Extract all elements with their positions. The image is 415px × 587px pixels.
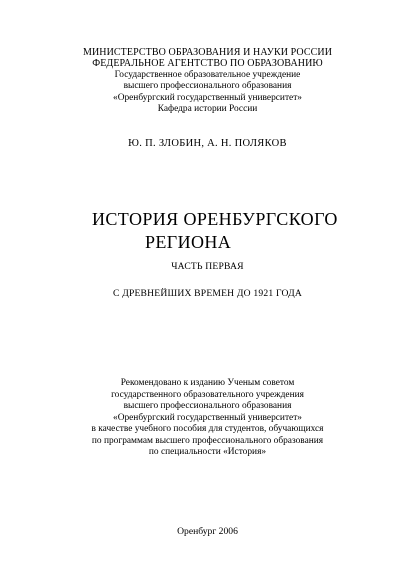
institution-header <box>0 47 415 115</box>
recommendation-line: высшего профессионального образования <box>123 401 292 411</box>
recommendation-line: Рекомендовано к изданию Ученым советом <box>120 378 295 388</box>
recommendation-line: государственного образовательного учреждения <box>111 389 304 400</box>
subtitle: С ДРЕВНЕЙШИХ ВРЕМЕН ДО 1921 ГОДА <box>113 288 302 299</box>
recommendation-line: в качестве учебного пособия для студентов, обучающихся <box>91 424 324 434</box>
education-level-line: высшего профессионального образования <box>123 81 292 92</box>
recommendation-block <box>0 378 415 459</box>
city-year: Оренбург 2006 <box>177 526 238 537</box>
institution-type-line: Государственное образовательное учреждение <box>114 69 301 80</box>
book-title <box>92 208 338 254</box>
authors: Ю. П. ЗЛОБИН, А. Н. ПОЛЯКОВ <box>128 138 287 149</box>
recommendation-line: по специальности «История» <box>148 447 267 457</box>
book-title-line-2: РЕГИОНА <box>145 232 232 252</box>
department-line: Кафедра истории России <box>157 104 258 115</box>
ministry-line: МИНИСТЕРСТВО ОБРАЗОВАНИЯ И НАУКИ РОССИИ <box>82 47 333 58</box>
agency-line: ФЕДЕРАЛЬНОЕ АГЕНТСТВО ПО ОБРАЗОВАНИЮ <box>92 58 323 70</box>
book-title-line-1: ИСТОРИЯ ОРЕНБУРГСКОГО <box>92 209 338 229</box>
recommendation-line: по программам высшего профессионального образования <box>91 435 324 446</box>
part-label: ЧАСТЬ ПЕРВАЯ <box>171 261 244 272</box>
recommendation-line: «Оренбургский государственный университет» <box>113 412 302 423</box>
university-name-line: «Оренбургский государственный университет» <box>113 92 302 103</box>
